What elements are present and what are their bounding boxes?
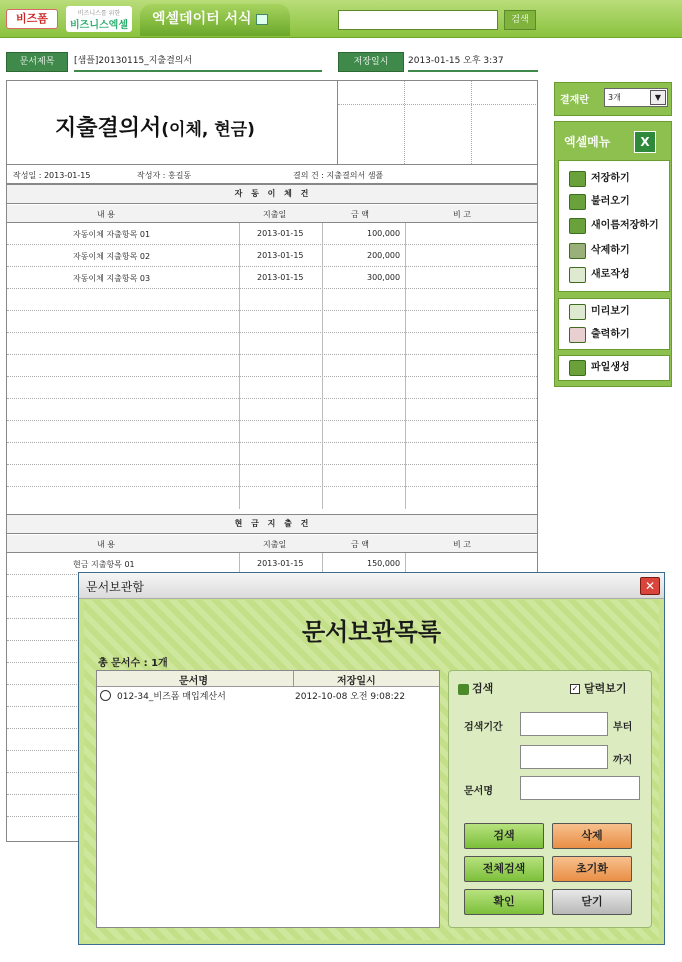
table-row[interactable] [7,355,538,377]
search-all-button[interactable]: 전체검색 [464,856,544,882]
close-icon[interactable]: ✕ [640,577,660,595]
menu-preview[interactable]: 미리보기 [569,302,630,322]
period-from-input[interactable] [520,712,608,736]
excel-menu-title: 엑셀메뉴 [564,135,611,149]
cash-section-header: 현 금 지 출 건 [7,514,538,534]
table-row[interactable] [7,377,538,399]
transfer-rows[interactable] [7,223,538,509]
dialog-heading: 문서보관목록 [301,618,442,646]
dialog-title: 문서보관함 [86,580,144,594]
col-note: 비 고 [453,210,471,219]
document-list-header [97,671,439,687]
document-icon [256,14,268,25]
cash-column-header [7,535,538,553]
table-row[interactable] [7,333,538,355]
col-note: 비 고 [453,540,471,549]
menu-create-file[interactable]: 파일생성 [569,358,630,378]
table-row[interactable] [7,487,538,509]
table-row[interactable] [7,289,538,311]
search-panel-icon [458,684,469,695]
approval-label: 결재란 [560,95,589,106]
docname-input[interactable] [520,776,640,800]
ok-button[interactable]: 확인 [464,889,544,915]
table-row[interactable]: 자동이체 지출항목 02 2013-01-15 200,000 [7,245,538,267]
list-item-date: 2012-10-08 오전 9:08:22 [295,692,406,702]
open-icon [569,194,586,210]
menu-group-print [558,298,670,350]
period-to-input[interactable] [520,745,608,769]
table-row[interactable] [7,465,538,487]
col-doc-name: 문서명 [179,676,208,687]
table-row[interactable]: 자동이체 지출항목 03 2013-01-15 300,000 [7,267,538,289]
meta-row [7,164,538,184]
col-content: 내 용 [97,210,115,219]
logo-text: 비즈니스엑셀 [70,20,128,31]
col-content: 내 용 [97,540,115,549]
document-list[interactable] [96,670,440,928]
docname-label: 문서명 [464,786,493,797]
header-search-input[interactable] [338,10,498,30]
search-panel-header: 검색 [458,680,493,696]
from-suffix: 부터 [613,722,633,733]
to-suffix: 까지 [613,755,633,766]
created-date: 작성일 : 2013-01-15 [13,171,91,180]
transfer-column-header [7,205,538,223]
table-row[interactable]: 자동이체 자출항목 01 2013-01-15 100,000 [7,223,538,245]
bizform-logo[interactable]: 비즈폼 [6,9,58,29]
search-button[interactable]: 검색 [464,823,544,849]
approval-count-select[interactable]: 3개 [604,88,668,107]
saved-time-label: 저장일시 [338,52,404,72]
delete-button[interactable]: 삭제 [552,823,632,849]
doc-count: 총 문서수 : 1개 [98,658,168,669]
col-amount: 금 액 [351,210,369,219]
app-title-tab [140,4,290,36]
col-saved-time: 저장일시 [337,676,376,687]
table-row[interactable] [7,421,538,443]
menu-group-export [558,355,670,381]
approval-grid[interactable] [337,81,538,164]
close-button[interactable]: 닫기 [552,889,632,915]
col-date: 지출일 [263,210,287,219]
new-document-icon [569,267,586,283]
dialog-titlebar[interactable] [79,573,664,599]
doc-title-value: [샘플]20130115_지출결의서 [74,52,322,72]
reset-button[interactable]: 초기화 [552,856,632,882]
preview-icon [569,304,586,320]
sheet-title-sub: (이체, 현금) [161,120,255,140]
chevron-down-icon[interactable]: ▼ [650,90,666,105]
col-date: 지출일 [263,540,287,549]
doc-title-label: 문서제목 [6,52,68,72]
list-item[interactable] [97,688,439,704]
menu-save[interactable]: 저장하기 [569,169,630,189]
app-title: 엑셀데이터 서식 [152,11,252,27]
check-icon: ✓ [571,684,579,693]
saved-time-value: 2013-01-15 오후 3:37 [408,52,538,72]
author: 작성자 : 홍길동 [137,171,192,180]
table-row[interactable] [7,443,538,465]
menu-group-file [558,160,670,292]
print-icon [569,327,586,343]
calendar-checkbox[interactable]: ✓ 달력보기 [571,682,627,695]
menu-new[interactable]: 새로작성 [569,265,630,285]
sheet-title: 지출결의서(이체, 현금) [55,116,255,141]
transfer-section-header: 자 동 이 체 건 [7,184,538,204]
table-row[interactable] [7,311,538,333]
header-search-button[interactable]: 검색 [504,10,536,30]
col-amount: 금 액 [351,540,369,549]
save-icon [569,171,586,187]
menu-save-as[interactable]: 새이름저장하기 [569,216,659,236]
business-excel-logo[interactable] [66,6,132,32]
list-item-name: 012-34_비즈폼 매입계산서 [117,692,226,702]
subject: 결의 건 : 지출결의서 샘플 [293,171,384,180]
logo-tagline: 비즈니스를 위한 [77,10,121,17]
menu-delete[interactable]: 삭제하기 [569,241,630,261]
table-row[interactable] [7,399,538,421]
period-label: 검색기간 [464,722,503,733]
trash-icon [569,243,586,259]
save-as-icon [569,218,586,234]
menu-open[interactable]: 불러오기 [569,192,630,212]
excel-icon: X [634,131,656,153]
table-row[interactable]: 현금 지출항목 01 2013-01-15 150,000 [7,553,538,575]
create-file-icon [569,360,586,376]
menu-print[interactable]: 출력하기 [569,325,630,345]
